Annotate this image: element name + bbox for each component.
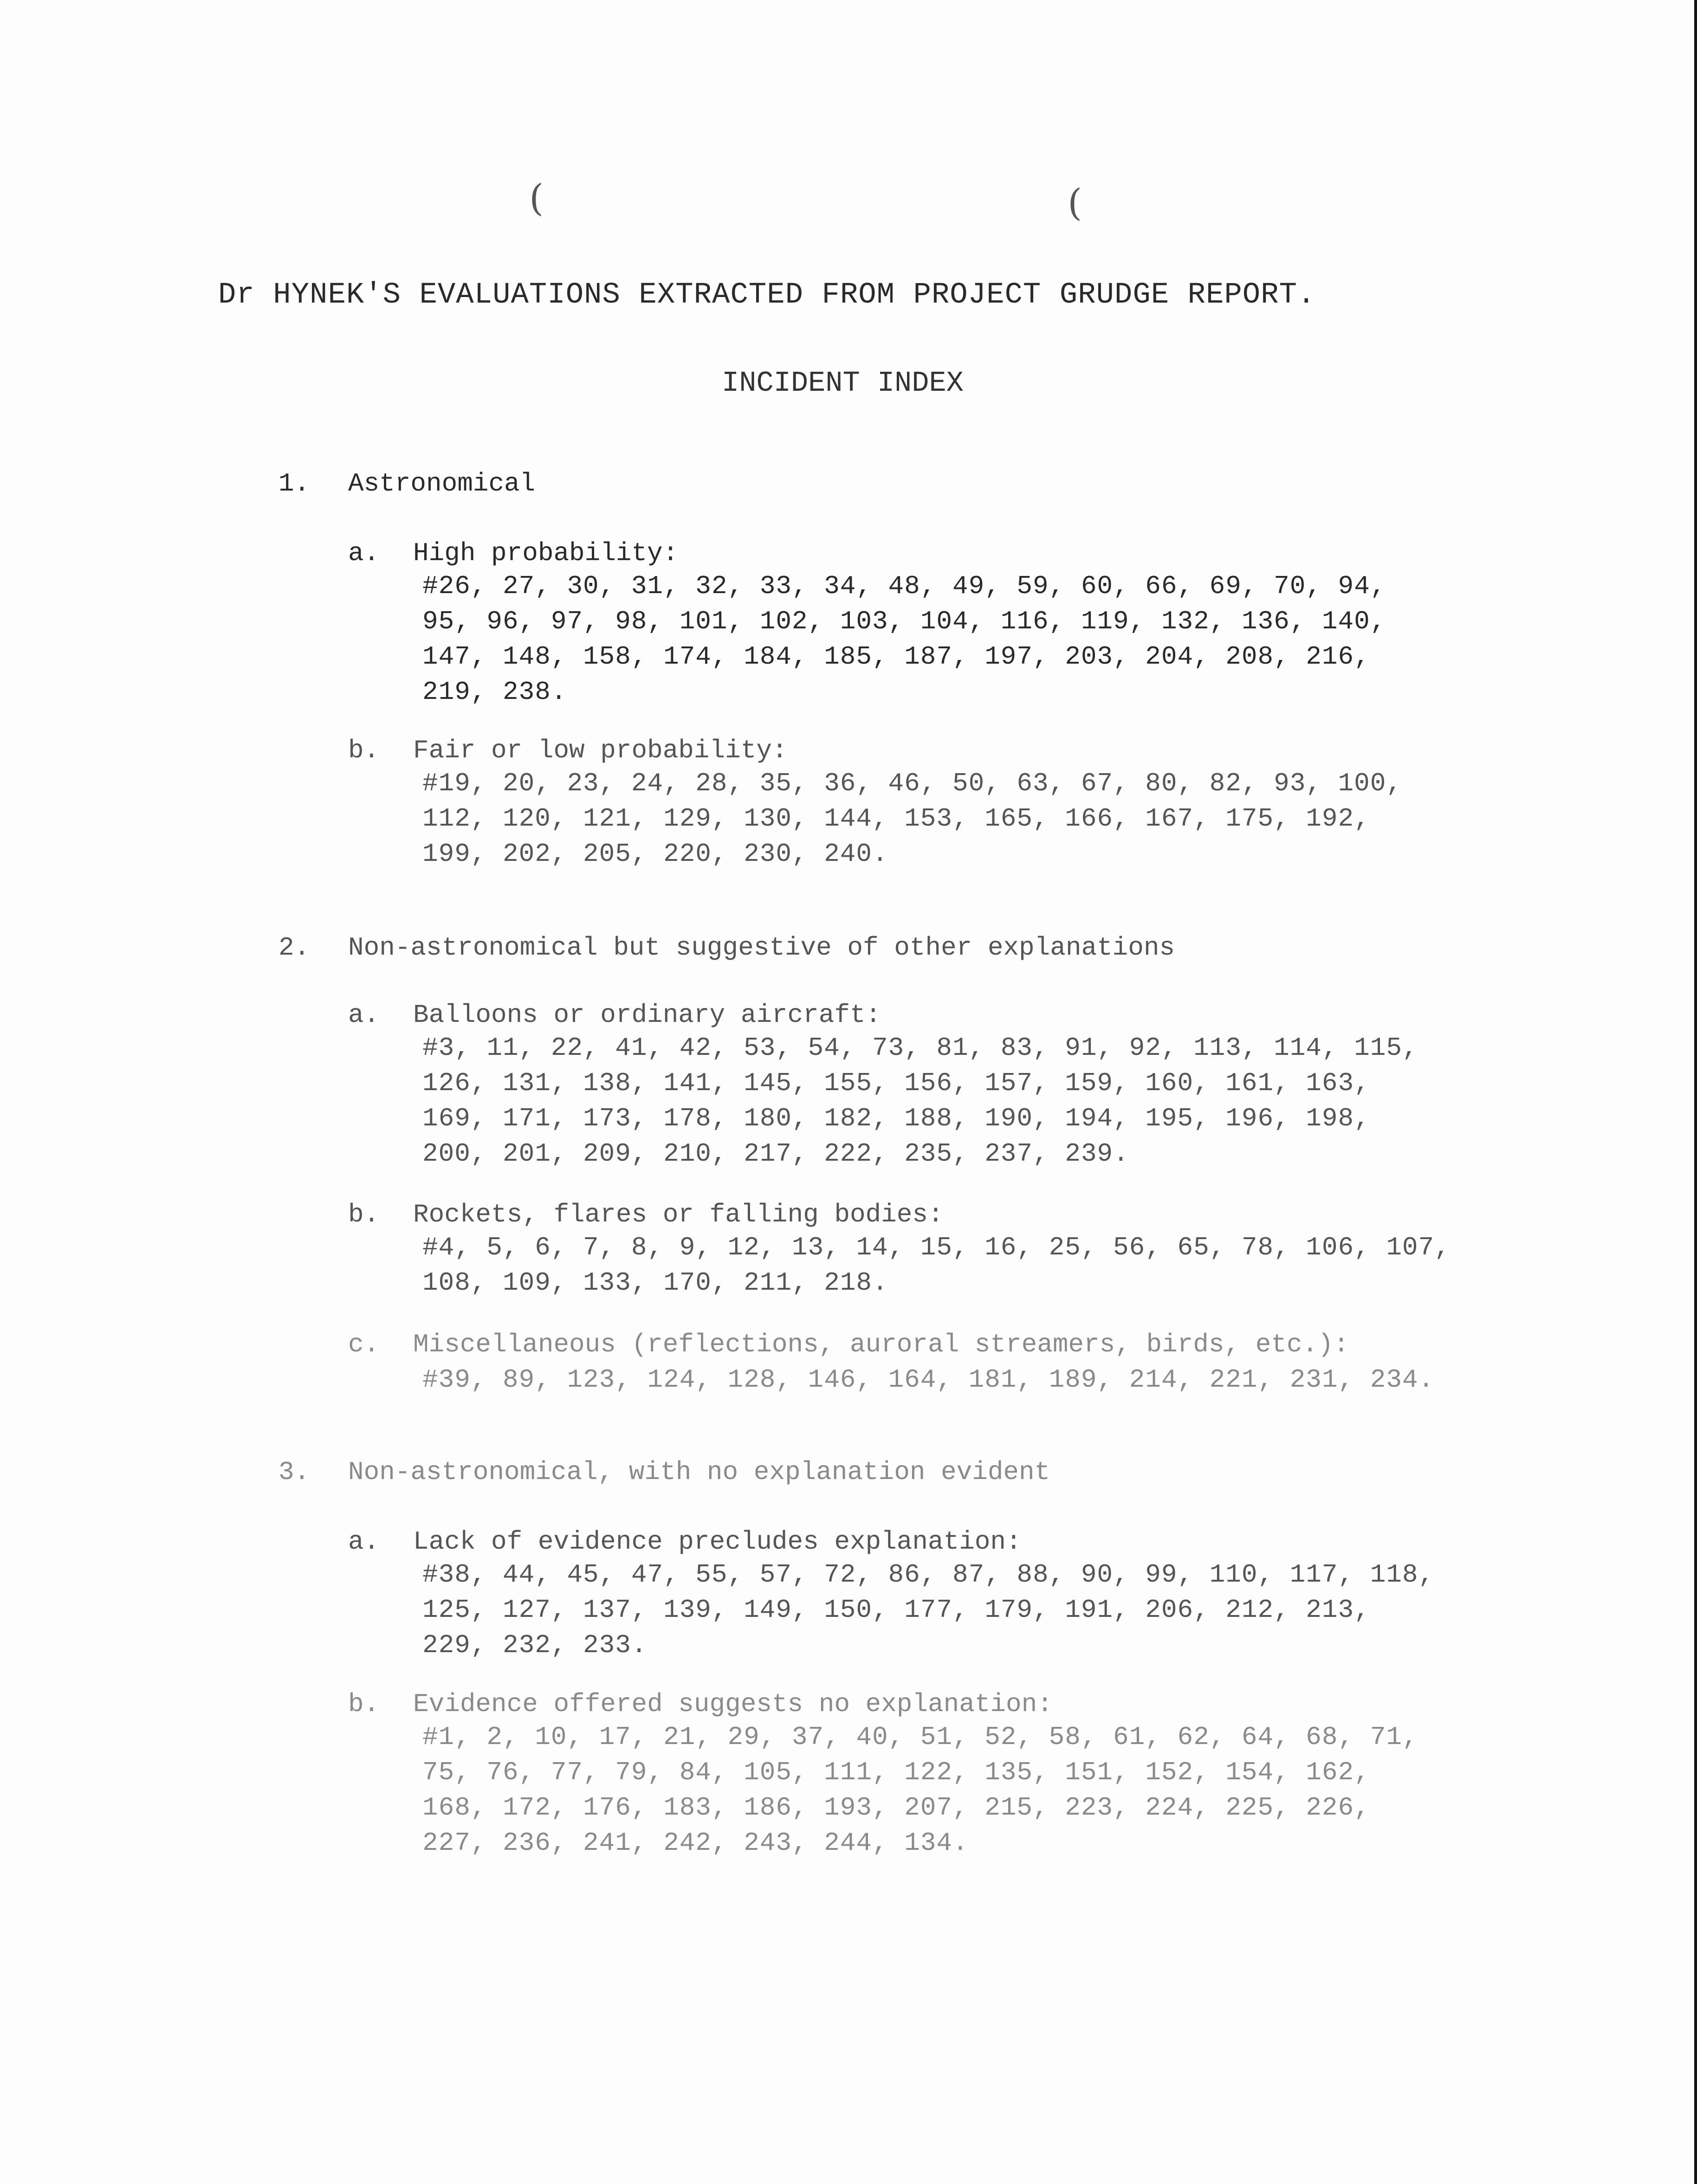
section-title: Non-astronomical, with no explanation evident [348, 1457, 1050, 1487]
incident-number-list: #1, 2, 10, 17, 21, 29, 37, 40, 51, 52, 58, 61, 62, 64, 68, 71, 75, 76, 77, 79, 84, 105, 111, 122, 135, 151, 152, 154, 162, 168, 172, 176, 183, 186, 193, 207, 215, 223, 224, 225, 226, 227, 236, 241, 242, 243, 244, 134. [422, 1722, 1418, 1858]
subsection-letter: a. [348, 1000, 380, 1030]
subsection-heading [348, 1000, 881, 1030]
subsection-heading [348, 1527, 1022, 1557]
incident-number-list: #39, 89, 123, 124, 128, 146, 164, 181, 189, 214, 221, 231, 234. [422, 1365, 1435, 1395]
incident-number-list: #4, 5, 6, 7, 8, 9, 12, 13, 14, 15, 16, 25, 56, 65, 78, 106, 107, 108, 109, 133, 170, 211, 218. [422, 1233, 1451, 1298]
subsection-heading [348, 1200, 944, 1229]
section-heading [279, 1457, 1050, 1487]
incident-number-list: #38, 44, 45, 47, 55, 57, 72, 86, 87, 88, 90, 99, 110, 117, 118, 125, 127, 137, 139, 149, 150, 177, 179, 191, 206, 212, 213, 229, 232, 233. [422, 1560, 1435, 1660]
section-title: Astronomical [348, 469, 536, 498]
section-number: 2. [279, 933, 310, 963]
incident-number-list: #26, 27, 30, 31, 32, 33, 34, 48, 49, 59, 60, 66, 69, 70, 94, 95, 96, 97, 98, 101, 102, 103, 104, 116, 119, 132, 136, 140, 147, 148, 158, 174, 184, 185, 187, 197, 203, 204, 208, 216, 219, 238. [422, 571, 1386, 707]
subsection-heading [348, 736, 788, 765]
document-title: Dr HYNEK'S EVALUATIONS EXTRACTED FROM PROJECT GRUDGE REPORT. [218, 278, 1316, 312]
scan-edge [1694, 0, 1697, 2184]
section-heading [279, 933, 1175, 963]
subsection-label: Balloons or ordinary aircraft: [413, 1000, 881, 1030]
subsection-label: High probability: [413, 538, 679, 568]
subsection-heading [348, 1330, 1349, 1359]
section-title: Non-astronomical but suggestive of other explanations [348, 933, 1175, 963]
section-heading [279, 469, 535, 498]
section-number: 1. [279, 469, 310, 498]
subsection-letter: a. [348, 538, 380, 568]
subsection-label: Miscellaneous (reflections, auroral streamers, birds, etc.): [413, 1330, 1349, 1359]
subsection-label: Evidence offered suggests no explanation: [413, 1689, 1053, 1719]
subsection-letter: b. [348, 736, 380, 765]
incident-number-list: #3, 11, 22, 41, 42, 53, 54, 73, 81, 83, 91, 92, 113, 114, 115, 126, 131, 138, 141, 145, 155, 156, 157, 159, 160, 161, 163, 169, 171, 173, 178, 180, 182, 188, 190, 194, 195, 196, 198, 200, 201, 209, 210, 217, 222, 235, 237, 239. [422, 1033, 1418, 1169]
document-subtitle: INCIDENT INDEX [722, 367, 964, 400]
section-number: 3. [279, 1457, 310, 1487]
scan-mark: ( [529, 176, 544, 220]
subsection-label: Lack of evidence precludes explanation: [413, 1527, 1022, 1557]
scan-mark: ( [1068, 181, 1082, 224]
subsection-letter: b. [348, 1689, 380, 1719]
subsection-label: Rockets, flares or falling bodies: [413, 1200, 944, 1229]
subsection-letter: a. [348, 1527, 380, 1557]
subsection-letter: c. [348, 1330, 380, 1359]
subsection-heading [348, 1689, 1053, 1719]
incident-number-list: #19, 20, 23, 24, 28, 35, 36, 46, 50, 63, 67, 80, 82, 93, 100, 112, 120, 121, 129, 130, 144, 153, 165, 166, 167, 175, 192, 199, 202, 205, 220, 230, 240. [422, 769, 1402, 869]
subsection-heading [348, 538, 678, 568]
subsection-letter: b. [348, 1200, 380, 1229]
subsection-label: Fair or low probability: [413, 736, 788, 765]
